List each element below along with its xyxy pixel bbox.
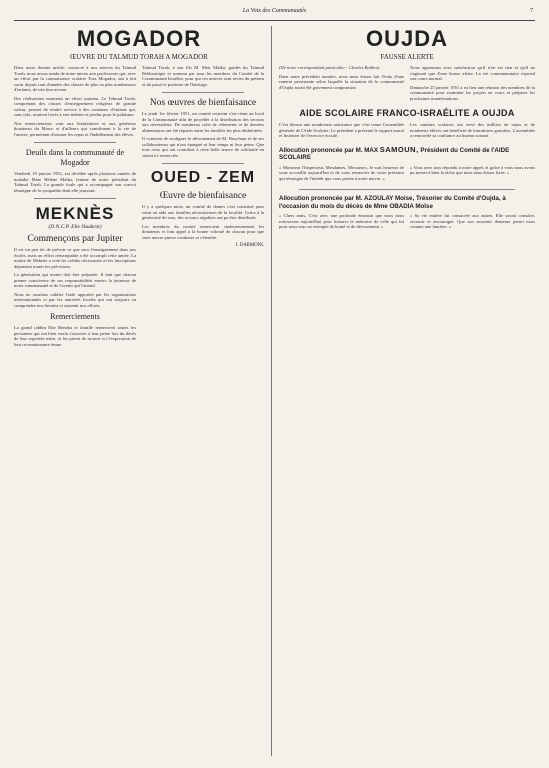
mogador-headline: MOGADOR bbox=[76, 26, 202, 51]
samoun-name: SAMOUN, bbox=[379, 144, 419, 154]
article-paragraph: Dans notre dernier article, consacré à nos œuvres du Talmud Torah, nous avons rendu de notre mieux aux professeurs qui, avec un effort par la connaissance scolaire Tora Mogador, ont à fait sortir depuis tant d'années des classes de plus en plus nombreuses d'enfants, de très bon niveau. bbox=[14, 65, 136, 92]
mogador-article bbox=[14, 65, 264, 350]
article-paragraph: « Vous avez tous répondu à notre appel, et grâce à vous nous avons pu mener à bien la tâche que nous nous étions fixée. » bbox=[410, 164, 535, 175]
divider bbox=[34, 198, 116, 199]
article-paragraph: Les membres du comité remercient chaleureusement les donateurs et font appel à la bonne volonté de chacun pour que cette œuvre puisse continuer et s'étendre. bbox=[142, 223, 264, 240]
right-column bbox=[279, 26, 535, 233]
samoun-heading-prefix: Allocution prononcée par M. MAX bbox=[279, 146, 379, 154]
aide-scolaire-headline: AIDE SCOLAIRE FRANCO-ISRAÉLITE A OUJDA bbox=[299, 108, 515, 118]
article-paragraph: Talmud Torah, à son fils M. Meir Malka, guidés du Talmud Rebboutique et soutenu par tous les membres du Comité de la Communauté Israélite, pour qui ces œuvres sont ravies du présent et du passé et porteuse de l'héritage. bbox=[142, 65, 264, 87]
article-paragraph: Nos remerciements vont aux bienfaiteurs et aux généreux donateurs du Maroc et d'ailleurs qui contribuent à la vie de l'œuvre, permettant d'assurer les repas et l'habillement des élèves. bbox=[14, 120, 136, 137]
left-column bbox=[14, 26, 264, 350]
remerciements-headline: Remerciements bbox=[50, 312, 100, 321]
article-paragraph: « Sa vie entière fut consacrée aux autres. Elle savait consoler, secourir et encourager. Que son souvenir demeure parmi nous comme une lumière. » bbox=[410, 213, 535, 229]
deuils-headline: Deuils dans la communauté de Mogador bbox=[25, 148, 125, 167]
divider bbox=[299, 189, 515, 190]
meknes-subheadline: Commençons par Jupiter bbox=[27, 234, 123, 244]
signature: I. DARMONI. bbox=[235, 243, 264, 248]
publication-title: La Voix des Communautés bbox=[242, 8, 307, 14]
oujda-subheadline: FAUSSE ALERTE bbox=[380, 53, 434, 61]
azoulay-speech-heading bbox=[279, 195, 535, 210]
article-paragraph: Les cantines scolaires ont servi des milliers de repas et de nombreux élèves ont bénéficié de fournitures gratuites. L'assemblée a renouvelé sa confiance au bureau sortant. bbox=[410, 122, 535, 138]
article-paragraph: C'est devant une nombreuse assistance que s'est tenue l'assemblée générale de l'Aide Scolaire. Le président a présenté le rapport moral et financier de l'exercice écoulé. bbox=[279, 122, 404, 138]
samoun-heading-suffix: Président du Comité de l'AIDE SCOLAIRE bbox=[279, 146, 510, 161]
article-paragraph: La génération qui monte doit être préparée. Il faut que chacun prenne conscience de ses responsabilités envers la jeunesse de notre communauté et de l'avenir qui l'attend. bbox=[14, 272, 136, 288]
meknes-byline: (D.N.C.P. Elie Ouakrat) bbox=[48, 224, 102, 230]
running-header bbox=[14, 8, 535, 20]
azoulay-speech bbox=[279, 213, 535, 233]
newspaper-page bbox=[14, 8, 535, 760]
samoun-speech bbox=[279, 165, 535, 185]
correspondent-note: (De notre correspondant particulier : Charles Bohbot) bbox=[279, 65, 380, 70]
article-paragraph: Dimanche 25 janvier 1951 a eu lieu une réunion des membres de la communauté pour examiner les projets en cours et préparer les prochaines manifestations. bbox=[410, 84, 535, 101]
bienfaisance-headline: Nos œuvres de bienfaisance bbox=[149, 98, 257, 108]
article-paragraph: « Monsieur l'Inspecteur, Mesdames, Messieurs, Je suis heureux de vous accueillir aujourd'hui et de vous remercier de votre présence qui témoigne de l'intérêt que vous portez à notre œuvre. » bbox=[279, 164, 404, 181]
azoulay-heading-suffix: Trésorier du Comité d'Oujda, à l'occasion du mois du décès de Mme OBADIA Moïse bbox=[279, 195, 506, 210]
article-paragraph: La grand rabbin Elie Bendaa et famille remercient toutes les personnes qui ont bien voulu s'associer à leur peine lors du décès de leur regrettée mère, et les prient de trouver ici l'expression de leur reconnaissance émue. bbox=[14, 325, 136, 347]
article-paragraph: Il est un peu tôt de prévoir ce que sera l'enseignement dans nos écoles, mais un effort remarquable a été accompli cette année. La mairie de Meknès a voté les crédits nécessaires et les inscriptions dépassent toutes les prévisions. bbox=[14, 247, 136, 269]
article-paragraph: Nous apprenons avec satisfaction qu'il n'en est rien et qu'il ne s'agissait que d'une fausse alerte. La vie communautaire reprend son cours normal. bbox=[410, 65, 535, 81]
article-paragraph: Dans notre précédent numéro, nous nous étions fait l'écho d'une rumeur persistante selon laquelle la situation de la communauté d'Oujda aurait été gravement compromise. bbox=[279, 73, 404, 90]
header-rule bbox=[14, 20, 535, 21]
divider bbox=[34, 142, 116, 143]
article-paragraph: Il y a quelques mois, un comité de dames s'est constitué pour venir en aide aux familles nécessiteuses de la localité. Grâce à la générosité de tous, des secours réguliers ont pu être distribués. bbox=[142, 204, 264, 220]
oued-zem-subheadline: Œuvre de bienfaisance bbox=[159, 191, 247, 201]
article-paragraph: Le jeudi 1er février 1951, un comité restreint s'est réuni au local de la Communauté afin de procéder à la distribution des secours aux nécessiteux. De nombreux colis de vêtements et de denrées alimentaires ont été répartis entre les familles les plus déshéritées. bbox=[142, 111, 264, 133]
article-paragraph: « Chers amis, C'est avec une profonde émotion que nous nous retrouvons aujourd'hui pour honorer la mémoire de celle qui fut pour nous tous un exemple de bonté et de dévouement. » bbox=[279, 213, 404, 229]
column-divider bbox=[271, 26, 272, 756]
oujda-article bbox=[279, 65, 535, 104]
oued-zem-headline: OUED - ZEM bbox=[150, 169, 256, 186]
oujda-headline: OUJDA bbox=[365, 26, 448, 51]
page-number: 7 bbox=[530, 8, 533, 14]
article-paragraph: Des réalisations montrent un effort soutenu. Le Talmud Torah, comprenant des classes d'enseignement religieux de grande valeur, permet de rendre service à des centaines d'enfants qui, sans cela, seraient livrés à eux-mêmes et perdus pour le judaïsme. bbox=[14, 95, 136, 117]
samoun-speech-heading bbox=[279, 146, 535, 162]
article-paragraph: Nous ne saurions oublier l'aide apportée par les organisations internationales et par les autorités locales qui ont toujours su comprendre nos besoins et soutenir nos efforts. bbox=[14, 291, 136, 308]
divider bbox=[162, 163, 244, 164]
azoulay-heading-prefix: Allocution prononcée par M. AZOULAY Moise, bbox=[279, 195, 415, 202]
aide-scolaire-article bbox=[279, 122, 535, 142]
article-paragraph: Il convient de souligner le dévouement de M. Bouchara et de ses collaborateurs qui n'ont épargné ni leur temps ni leur peine. Que tous ceux qui ont contribué à cette belle œuvre de solidarité en soient ici remerciés. bbox=[142, 136, 264, 158]
article-paragraph: Vendredi 19 janvier 1951, est décédée après plusieurs années de maladie Mme Hélène Malka, femme de notre président du Talmud Torah. La grande foule qui a accompagné son convoi témoigne de la sympathie dont elle jouissait. bbox=[14, 171, 136, 193]
mogador-subheadline: ŒUVRE DU TALMUD TORAH A MOGADOR bbox=[70, 53, 208, 61]
divider bbox=[162, 92, 244, 93]
meknes-headline: MEKNÈS bbox=[35, 204, 115, 223]
